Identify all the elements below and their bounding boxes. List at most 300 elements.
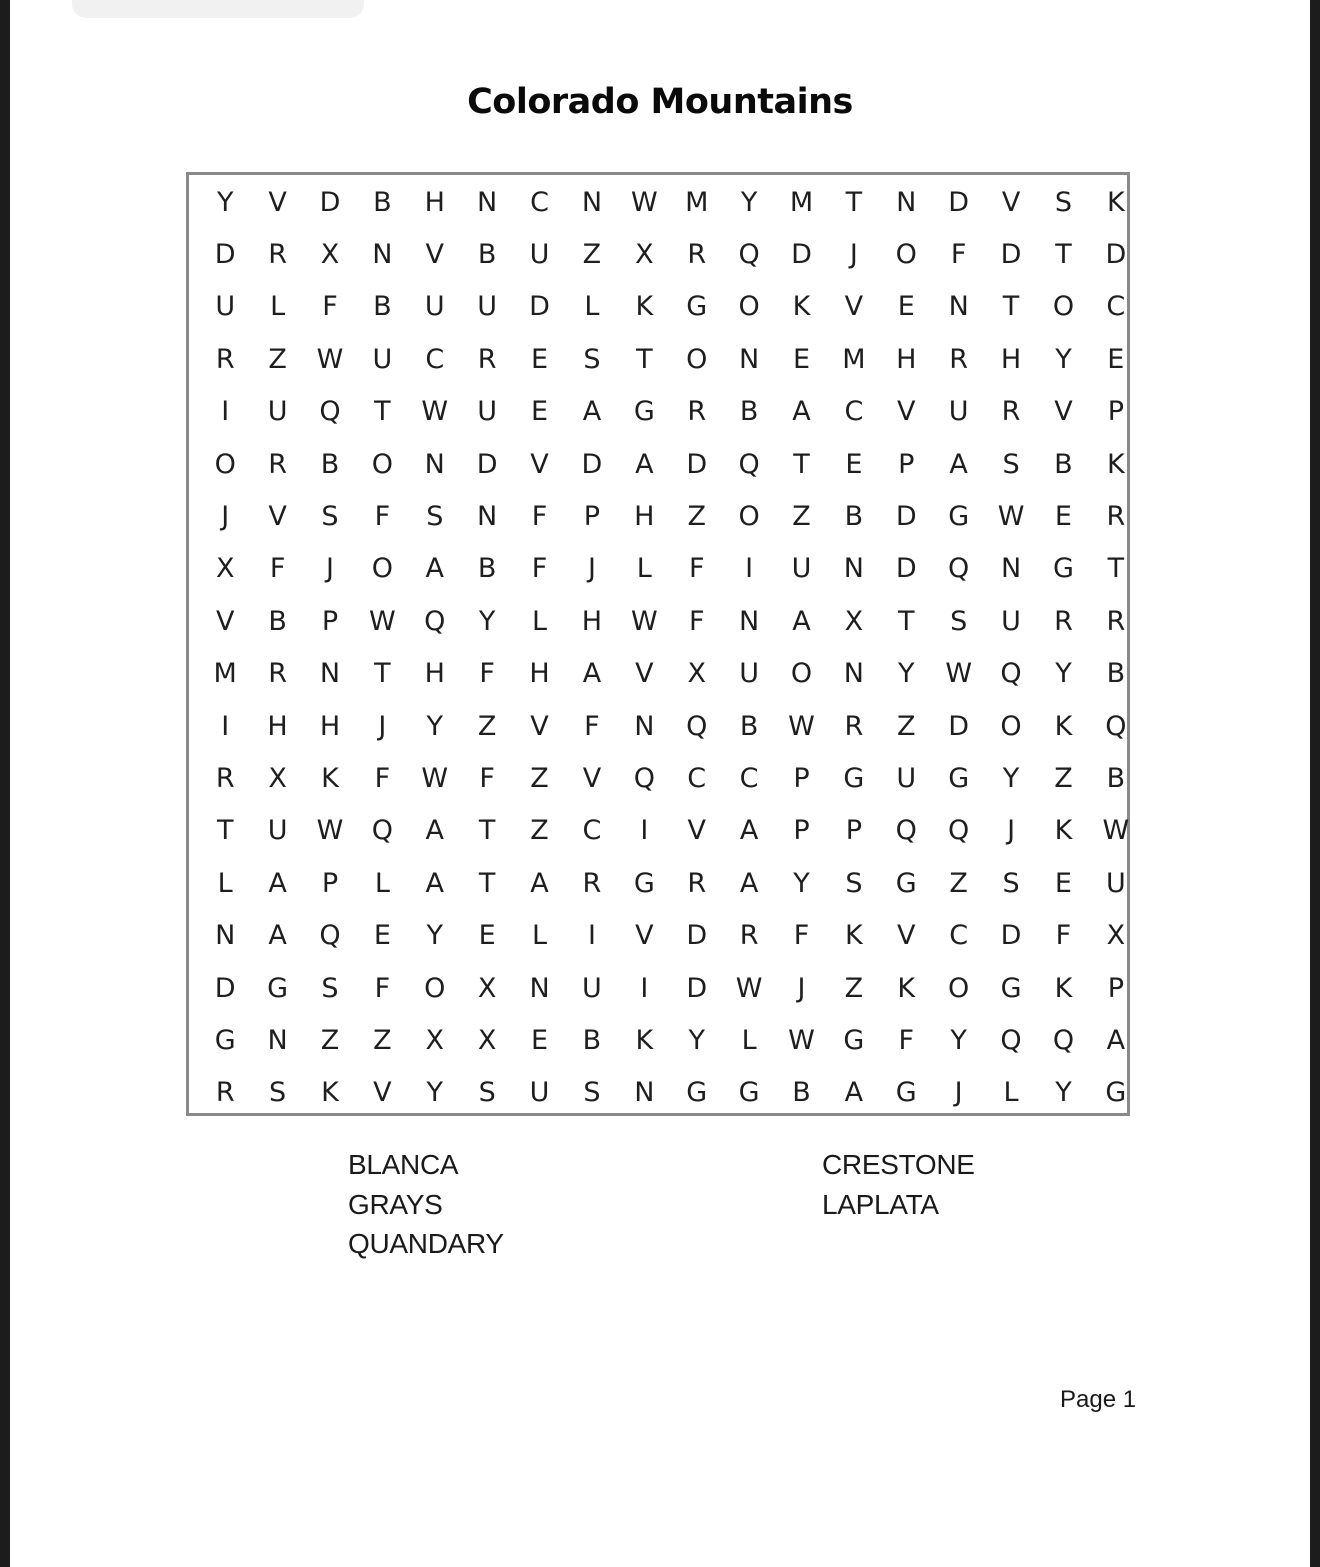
grid-letter: S: [1002, 448, 1020, 480]
grid-letter: A: [425, 553, 444, 585]
grid-letter: Z: [373, 1024, 392, 1056]
grid-letter: D: [319, 186, 341, 218]
grid-letter: B: [792, 1077, 811, 1109]
grid-letter: D: [686, 972, 708, 1004]
grid-letter: N: [634, 710, 655, 742]
grid-letter: M: [842, 343, 866, 375]
grid-letter: U: [529, 1077, 550, 1109]
grid-letter: Y: [1055, 1077, 1072, 1109]
grid-letter: Z: [792, 501, 811, 533]
grid-letter: R: [215, 343, 235, 375]
grid-letter: O: [214, 448, 236, 480]
grid-letter: Z: [477, 710, 497, 742]
grid-letter: X: [268, 762, 287, 794]
grid-letter: B: [844, 501, 864, 533]
grid-letter: K: [1106, 448, 1125, 480]
grid-letter: V: [530, 710, 549, 742]
worksheet-page: [10, 0, 1310, 1567]
grid-letter: U: [477, 291, 498, 323]
grid-letter: R: [739, 920, 759, 952]
grid-letter: D: [476, 448, 498, 480]
grid-letter: R: [687, 396, 707, 428]
grid-letter: Z: [530, 762, 549, 794]
grid-letter: V: [897, 396, 916, 428]
grid-letter: U: [1001, 605, 1021, 637]
grid-letter: J: [849, 239, 858, 271]
grid-letter: L: [1003, 1077, 1019, 1109]
grid-letter: O: [371, 553, 393, 585]
grid-letter: R: [844, 710, 864, 742]
word-list-item: LAPLATA: [822, 1188, 939, 1220]
grid-letter: D: [791, 239, 812, 271]
grid-letter: O: [738, 291, 760, 323]
grid-letter: A: [739, 815, 759, 847]
grid-letter: D: [1000, 239, 1022, 271]
grid-letter: Q: [424, 605, 446, 637]
grid-letter: Z: [320, 1024, 340, 1056]
grid-letter: F: [374, 501, 391, 533]
grid-letter: W: [369, 605, 396, 637]
grid-letter: R: [582, 867, 602, 899]
page-number: Page 1: [1060, 1386, 1137, 1413]
grid-letter: D: [895, 501, 917, 533]
grid-letter: N: [843, 553, 864, 585]
grid-letter: G: [633, 867, 655, 899]
grid-letter: Q: [686, 710, 708, 742]
grid-letter: J: [221, 501, 230, 533]
grid-letter: J: [325, 553, 334, 585]
grid-letter: D: [1000, 920, 1022, 952]
grid-letter: J: [378, 710, 387, 742]
grid-letter: C: [425, 343, 445, 375]
grid-letter: J: [587, 553, 596, 585]
page-title: Colorado Mountains: [467, 82, 853, 122]
grid-letter: E: [792, 343, 811, 375]
grid-letter: F: [584, 710, 600, 742]
grid-letter: A: [792, 605, 811, 637]
grid-letter: Q: [1052, 1024, 1075, 1056]
grid-letter: T: [898, 605, 915, 637]
grid-letter: S: [269, 1077, 287, 1109]
grid-letter: R: [268, 239, 287, 271]
word-list-right: [822, 1145, 975, 1224]
grid-letter: B: [739, 396, 759, 428]
grid-letter: A: [425, 815, 444, 847]
grid-letter: F: [1055, 920, 1072, 952]
grid-letter: T: [374, 396, 391, 428]
grid-letter: A: [1106, 1024, 1126, 1056]
grid-letter: Y: [688, 1024, 705, 1056]
grid-letter: X: [320, 239, 340, 271]
grid-letter: Y: [426, 1077, 443, 1109]
grid-letter: U: [267, 815, 288, 847]
grid-letter: N: [634, 1077, 655, 1109]
grid-letter: R: [1106, 501, 1126, 533]
grid-letter: L: [374, 867, 390, 899]
grid-letter: C: [739, 762, 759, 794]
grid-letter: F: [688, 605, 705, 637]
grid-letter: F: [950, 239, 967, 271]
grid-letter: V: [373, 1077, 392, 1109]
grid-letter: P: [321, 867, 339, 899]
grid-letter: D: [1105, 239, 1127, 271]
grid-letter: T: [636, 343, 653, 375]
grid-letter: C: [949, 920, 969, 952]
grid-letter: V: [1054, 396, 1073, 428]
grid-letter: W: [788, 1024, 815, 1056]
grid-letter: T: [216, 815, 234, 847]
grid-letter: A: [268, 867, 287, 899]
grid-letter: Y: [426, 710, 443, 742]
grid-letter: G: [214, 1024, 236, 1056]
grid-letter: Q: [1105, 710, 1127, 742]
grid-letter: W: [788, 710, 815, 742]
grid-letter: K: [635, 291, 654, 323]
grid-letter: I: [640, 815, 649, 847]
grid-letter: Z: [897, 710, 916, 742]
grid-letter: Y: [950, 1024, 967, 1056]
grid-letter: U: [739, 658, 759, 690]
grid-letter: E: [897, 291, 915, 323]
grid-letter: U: [267, 396, 288, 428]
grid-letter: N: [215, 920, 236, 952]
grid-letter: N: [581, 186, 603, 218]
grid-letter: Z: [687, 501, 706, 533]
grid-letter: V: [215, 605, 235, 637]
grid-letter: V: [530, 448, 549, 480]
grid-letter: W: [735, 972, 763, 1004]
grid-letter: U: [948, 396, 969, 428]
grid-letter: U: [424, 291, 445, 323]
grid-letter: F: [374, 972, 391, 1004]
grid-letter: O: [790, 658, 813, 690]
grid-letter: T: [1055, 239, 1072, 271]
grid-letter: H: [424, 658, 445, 690]
grid-letter: R: [1106, 605, 1126, 637]
grid-letter: L: [636, 553, 652, 585]
grid-letter: C: [1106, 291, 1126, 323]
grid-letter: U: [896, 762, 917, 794]
grid-letter: G: [948, 762, 970, 794]
grid-letter: Q: [895, 815, 917, 847]
grid-letter: V: [1001, 186, 1021, 218]
grid-letter: F: [898, 1024, 915, 1056]
grid-letter: D: [214, 239, 236, 271]
grid-letter: W: [945, 658, 973, 690]
word-list-item: BLANCA: [348, 1149, 459, 1180]
grid-letter: D: [686, 920, 708, 952]
grid-letter: Z: [844, 972, 864, 1004]
grid-letter: P: [845, 815, 863, 847]
grid-letter: Y: [426, 920, 443, 952]
grid-letter: S: [321, 501, 339, 533]
grid-letter: G: [686, 291, 708, 323]
grid-letter: Q: [738, 239, 760, 271]
grid-letter: A: [792, 396, 811, 428]
grid-letter: X: [1106, 920, 1126, 952]
grid-letter: K: [321, 1077, 339, 1109]
grid-letter: P: [583, 501, 601, 533]
grid-letter: L: [741, 1024, 757, 1056]
grid-letter: S: [321, 972, 339, 1004]
grid-letter: B: [582, 1024, 602, 1056]
grid-letter: A: [582, 396, 602, 428]
grid-letter: P: [321, 605, 339, 637]
grid-letter: N: [424, 448, 445, 480]
grid-letter: Y: [478, 605, 496, 637]
grid-letter: V: [425, 239, 444, 271]
grid-letter: N: [843, 658, 864, 690]
grid-letter: K: [1106, 186, 1125, 218]
grid-letter: B: [477, 553, 497, 585]
grid-letter: W: [421, 396, 449, 428]
grid-letter: H: [1000, 343, 1022, 375]
grid-letter: T: [1002, 291, 1020, 323]
grid-letter: G: [895, 1077, 917, 1109]
grid-letter: U: [582, 972, 602, 1004]
grid-letter: C: [582, 815, 602, 847]
grid-letter: R: [268, 448, 287, 480]
grid-letter: G: [633, 396, 655, 428]
grid-letter: A: [739, 867, 759, 899]
grid-letter: H: [529, 658, 550, 690]
grid-letter: Q: [371, 815, 393, 847]
grid-letter: E: [373, 920, 391, 952]
grid-letter: V: [635, 658, 654, 690]
grid-letter: V: [268, 501, 287, 533]
grid-letter: L: [217, 867, 233, 899]
grid-letter: X: [635, 239, 654, 271]
grid-letter: B: [1106, 762, 1126, 794]
grid-letter: S: [583, 343, 601, 375]
grid-letter: Y: [216, 186, 234, 218]
grid-letter: U: [215, 291, 236, 323]
grid-letter: B: [320, 448, 340, 480]
grid-letter: F: [688, 553, 705, 585]
grid-letter: R: [215, 762, 235, 794]
grid-letter: D: [214, 972, 236, 1004]
grid-letter: R: [949, 343, 969, 375]
grid-letter: K: [635, 1024, 654, 1056]
grid-letter: E: [531, 343, 549, 375]
grid-letter: K: [321, 762, 339, 794]
grid-letter: Q: [948, 553, 970, 585]
grid-letter: Z: [949, 867, 968, 899]
grid-letter: J: [797, 972, 806, 1004]
grid-letter: B: [739, 710, 759, 742]
grid-letter: T: [478, 815, 496, 847]
grid-letter: T: [374, 658, 391, 690]
grid-letter: Y: [740, 186, 758, 218]
grid-letter: V: [582, 762, 602, 794]
grid-letter: O: [738, 501, 760, 533]
grid-letter: G: [948, 501, 970, 533]
word-list-item: QUANDARY: [348, 1228, 504, 1259]
grid-letter: Q: [1000, 1024, 1022, 1056]
grid-letter: G: [738, 1077, 760, 1109]
grid-letter: P: [1107, 972, 1124, 1004]
grid-letter: A: [530, 867, 549, 899]
grid-letter: U: [791, 553, 812, 585]
grid-letter: Q: [319, 396, 341, 428]
grid-letter: F: [374, 762, 391, 794]
grid-letter: E: [531, 1024, 549, 1056]
grid-letter: G: [1052, 553, 1074, 585]
word-search-grid: [199, 176, 1143, 1119]
grid-letter: R: [1054, 605, 1073, 637]
grid-letter: L: [584, 291, 600, 323]
grid-letter: K: [845, 920, 863, 952]
grid-letter: O: [1052, 291, 1075, 323]
grid-letter: Q: [948, 815, 970, 847]
grid-letter: M: [789, 186, 814, 218]
grid-letter: A: [425, 867, 444, 899]
top-tab: [72, 0, 364, 18]
grid-letter: G: [686, 1077, 708, 1109]
grid-letter: F: [322, 291, 338, 323]
grid-letter: E: [531, 396, 549, 428]
grid-letter: Z: [582, 239, 602, 271]
grid-letter: R: [268, 658, 287, 690]
grid-letter: E: [1107, 343, 1125, 375]
grid-letter: I: [745, 553, 754, 585]
grid-letter: J: [1007, 815, 1016, 847]
grid-letter: W: [630, 605, 658, 637]
grid-letter: B: [1054, 448, 1073, 480]
grid-letter: H: [267, 710, 288, 742]
grid-letter: X: [687, 658, 706, 690]
grid-letter: F: [269, 553, 286, 585]
grid-letter: W: [316, 815, 344, 847]
grid-letter: N: [372, 239, 393, 271]
grid-letter: N: [477, 501, 498, 533]
grid-letter: B: [477, 239, 497, 271]
grid-letter: G: [895, 867, 917, 899]
grid-letter: U: [477, 396, 498, 428]
grid-letter: T: [1107, 553, 1125, 585]
grid-letter: Q: [738, 448, 760, 480]
grid-letter: W: [421, 762, 449, 794]
grid-letter: T: [793, 448, 810, 480]
grid-letter: S: [1054, 186, 1073, 218]
grid-letter: Z: [268, 343, 287, 375]
grid-letter: C: [530, 186, 549, 218]
grid-letter: S: [583, 1077, 601, 1109]
grid-letter: G: [843, 1024, 865, 1056]
grid-letter: X: [844, 605, 864, 637]
grid-letter: U: [372, 343, 393, 375]
grid-letter: L: [532, 920, 548, 952]
grid-letter: D: [686, 448, 708, 480]
grid-letter: G: [1105, 1077, 1127, 1109]
grid-letter: I: [640, 972, 649, 1004]
grid-letter: V: [897, 920, 916, 952]
grid-letter: G: [267, 972, 289, 1004]
grid-letter: O: [895, 239, 917, 271]
grid-letter: U: [1105, 867, 1126, 899]
grid-letter: Y: [898, 658, 915, 690]
grid-letter: Y: [1055, 658, 1072, 690]
grid-letter: D: [895, 553, 917, 585]
grid-letter: V: [635, 920, 654, 952]
grid-letter: S: [950, 605, 968, 637]
word-search-grid-frame: [186, 172, 1130, 1116]
grid-letter: M: [685, 186, 709, 218]
grid-letter: B: [373, 186, 392, 218]
grid-letter: Q: [633, 762, 655, 794]
grid-letter: E: [845, 448, 863, 480]
grid-letter: H: [896, 343, 917, 375]
grid-letter: N: [477, 186, 498, 218]
grid-letter: N: [1000, 553, 1022, 585]
grid-letter: O: [1000, 710, 1022, 742]
grid-letter: D: [948, 186, 970, 218]
grid-letter: W: [997, 501, 1025, 533]
grid-letter: W: [1102, 815, 1130, 847]
grid-letter: H: [634, 501, 655, 533]
grid-letter: B: [373, 291, 392, 323]
grid-letter: N: [267, 1024, 288, 1056]
word-list-item: CRESTONE: [822, 1149, 975, 1180]
grid-letter: S: [478, 1077, 496, 1109]
grid-letter: Q: [319, 920, 341, 952]
grid-letter: E: [478, 920, 496, 952]
grid-letter: O: [686, 343, 708, 375]
grid-letter: F: [531, 501, 548, 533]
grid-letter: P: [1107, 396, 1124, 428]
grid-letter: R: [1001, 396, 1021, 428]
grid-letter: V: [687, 815, 706, 847]
grid-letter: N: [529, 972, 550, 1004]
grid-letter: V: [844, 291, 864, 323]
word-list-left: [348, 1145, 504, 1264]
grid-letter: Y: [793, 867, 810, 899]
grid-letter: P: [793, 762, 810, 794]
grid-letter: P: [793, 815, 810, 847]
grid-letter: O: [424, 972, 446, 1004]
grid-letter: F: [479, 658, 495, 690]
grid-letter: D: [581, 448, 603, 480]
grid-letter: X: [215, 553, 235, 585]
grid-letter: E: [1054, 867, 1072, 899]
grid-letter: Z: [1054, 762, 1073, 794]
grid-letter: N: [739, 605, 760, 637]
grid-letter: W: [316, 343, 344, 375]
grid-letter: X: [477, 972, 497, 1004]
grid-letter: V: [268, 186, 287, 218]
grid-letter: I: [221, 396, 230, 428]
grid-letter: K: [897, 972, 916, 1004]
grid-letter: K: [792, 291, 811, 323]
grid-letter: U: [529, 239, 550, 271]
grid-letter: O: [371, 448, 393, 480]
grid-letter: M: [213, 658, 237, 690]
grid-letter: H: [424, 186, 445, 218]
grid-letter: L: [270, 291, 286, 323]
grid-letter: X: [477, 1024, 497, 1056]
grid-letter: Q: [1000, 658, 1022, 690]
grid-letter: K: [1054, 972, 1073, 1004]
grid-letter: O: [948, 972, 970, 1004]
grid-letter: J: [954, 1077, 963, 1109]
grid-letter: R: [477, 343, 497, 375]
grid-letter: S: [845, 867, 863, 899]
grid-letter: Z: [530, 815, 549, 847]
grid-letter: L: [532, 605, 548, 637]
grid-letter: D: [948, 710, 970, 742]
grid-letter: T: [845, 186, 863, 218]
grid-letter: I: [221, 710, 230, 742]
